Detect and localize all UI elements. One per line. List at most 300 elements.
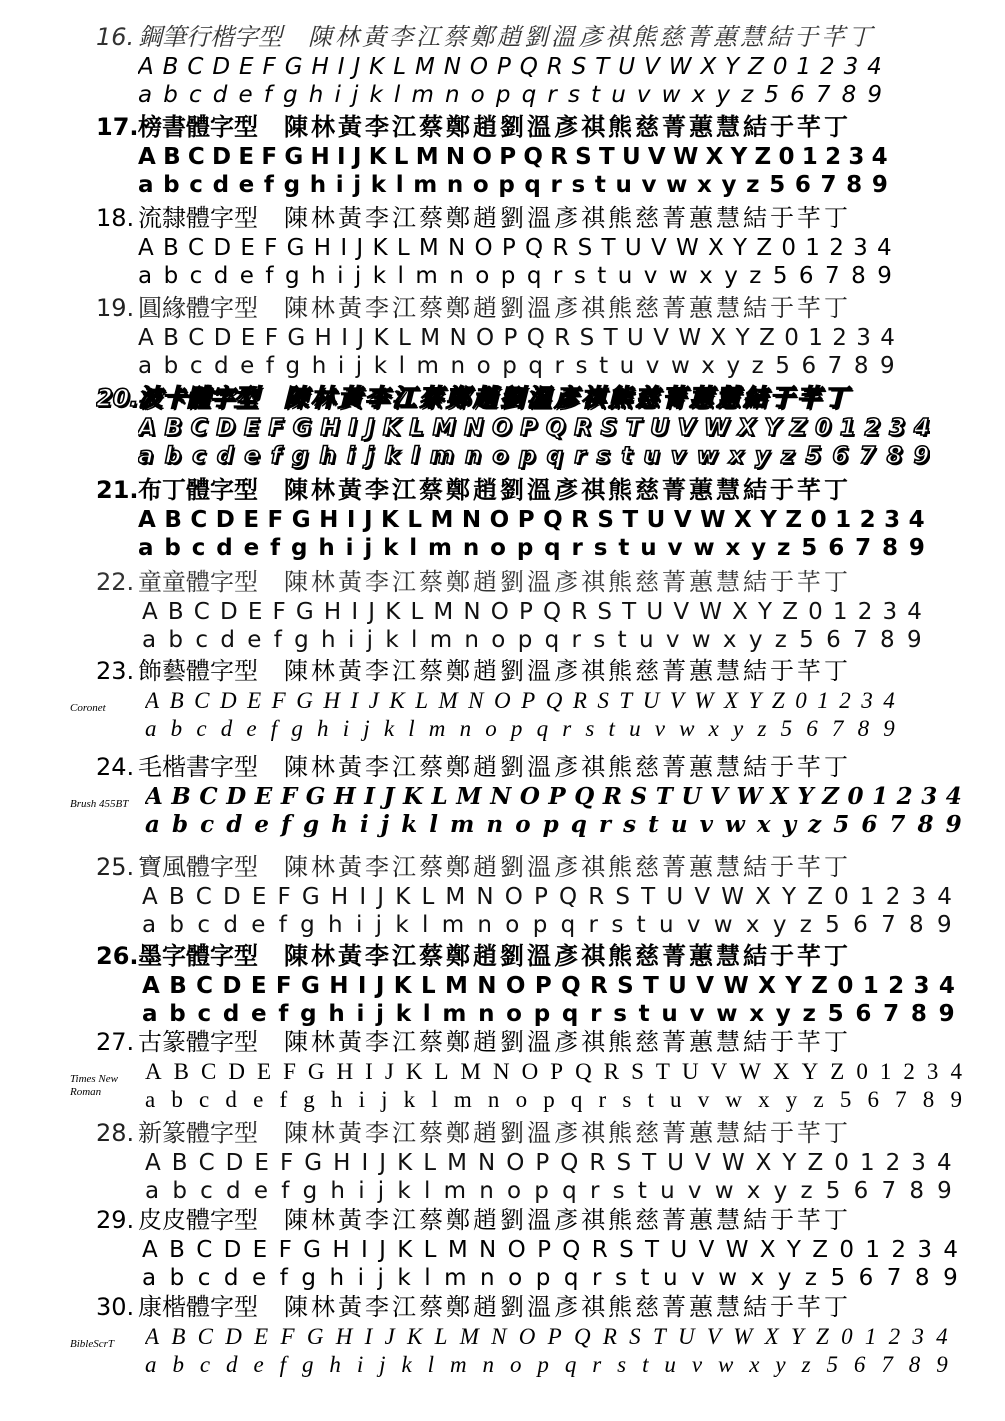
glyph-sample: J	[375, 973, 385, 999]
glyph-sample: k	[403, 1087, 416, 1112]
glyph-sample: 3	[921, 783, 938, 810]
glyph-sample: 1	[862, 973, 879, 999]
glyph-sample: b	[163, 263, 179, 289]
glyph-sample: y	[782, 811, 797, 838]
glyph-sample: i	[356, 1001, 365, 1027]
glyph-sample: J	[363, 507, 373, 533]
glyph-sample: o	[508, 1265, 523, 1291]
glyph-sample: o	[509, 1352, 522, 1377]
glyph-sample: B	[164, 415, 183, 441]
glyph-sample: A	[138, 144, 156, 170]
glyph-sample: b	[164, 535, 181, 561]
glyph-sample: Q	[543, 507, 563, 533]
glyph-sample: X	[734, 507, 752, 533]
glyph-sample: K	[372, 235, 388, 261]
glyph-sample: G	[296, 688, 313, 713]
glyph-sample: D	[212, 144, 232, 170]
glyph-sample: G	[301, 973, 320, 999]
glyph-sample: b	[171, 811, 189, 838]
glyph-sample: p	[517, 627, 533, 653]
font-entry	[0, 656, 1005, 748]
glyph-sample: h	[309, 172, 327, 198]
glyph-sample: L	[415, 688, 428, 713]
glyph-sample: n	[479, 1178, 494, 1204]
glyph-sample: E	[247, 599, 263, 625]
glyph-sample: U	[670, 1237, 688, 1263]
glyph-sample: 7	[895, 1087, 907, 1112]
glyph-sample: W	[694, 688, 714, 713]
glyph-sample: e	[253, 1352, 264, 1377]
glyph-sample: e	[246, 716, 257, 741]
glyph-sample: g	[290, 535, 308, 561]
glyph-sample: U	[668, 973, 687, 999]
glyph-sample: 1	[864, 1324, 877, 1349]
glyph-sample: B	[169, 973, 187, 999]
glyph-sample: A	[138, 415, 156, 441]
glyph-sample: e	[238, 172, 255, 198]
glyph-sample: C	[187, 144, 205, 170]
glyph-sample: H	[335, 1324, 353, 1349]
sample-characters: 陳林黃李江蔡鄭趙劉溫彥祺熊慈菁蕙慧結于芊丁	[284, 113, 851, 141]
glyph-sample: k	[373, 353, 388, 379]
glyph-sample: D	[213, 325, 232, 351]
glyph-sample: v	[641, 172, 657, 198]
glyph-sample: A	[138, 235, 154, 261]
glyph-sample: M	[420, 325, 441, 351]
glyph-sample: C	[195, 884, 212, 910]
glyph-sample: 5	[769, 172, 786, 198]
glyph-sample: W	[733, 1324, 753, 1349]
glyph-sample: 6	[858, 1265, 874, 1291]
glyph-sample: i	[345, 535, 354, 561]
sample-characters: 陳林黃李江蔡鄭趙劉溫彥祺熊慈菁蕙慧結于芊丁	[284, 1119, 851, 1147]
glyph-sample: C	[198, 1150, 215, 1176]
glyph-sample: k	[395, 912, 409, 938]
glyph-sample: H	[323, 599, 342, 625]
glyph-sample: j	[376, 1001, 384, 1027]
glyph-sample: E	[243, 507, 260, 533]
glyph-sample: w	[693, 535, 715, 561]
glyph-sample: R	[572, 688, 587, 713]
glyph-sample: 0	[841, 1324, 853, 1349]
glyph-sample: K	[382, 415, 401, 441]
sample-characters: 陳林黃李江蔡鄭趙劉溫彥祺熊慈菁蕙慧結于芊丁	[284, 853, 851, 881]
glyph-sample: L	[434, 1059, 449, 1084]
font-entry-title	[96, 1118, 996, 1148]
glyph-sample: X	[759, 1237, 776, 1263]
glyph-sample: A	[145, 1059, 162, 1084]
glyph-sample: I	[337, 144, 346, 170]
glyph-sample: a	[145, 1352, 157, 1377]
glyph-sample: a	[145, 716, 157, 741]
sample-characters: 陳林黃李江蔡鄭趙劉溫彥祺熊慈菁蕙慧結于芊丁	[308, 23, 875, 51]
glyph-sample: Z	[756, 235, 773, 261]
glyph-sample: P	[519, 599, 533, 625]
glyph-sample: O	[518, 1324, 536, 1349]
glyph-sample: 1	[817, 688, 829, 713]
glyph-sample: w	[666, 172, 688, 198]
sample-characters: 陳林黃李江蔡鄭趙劉溫彥祺熊慈菁蕙慧結于芊丁	[284, 753, 851, 781]
glyph-sample: w	[717, 1352, 734, 1377]
glyph-sample: X	[770, 783, 789, 810]
glyph-sample: J	[384, 1324, 395, 1349]
glyph-sample: 2	[896, 783, 913, 810]
glyph-sample: W	[668, 54, 692, 80]
glyph-sample: i	[335, 172, 344, 198]
glyph-sample: W	[736, 783, 763, 810]
glyph-sample: 6	[853, 1352, 866, 1377]
glyph-sample: 3	[889, 415, 906, 441]
glyph-sample: n	[449, 263, 464, 289]
glyph-sample: m	[453, 1087, 472, 1112]
glyph-sample: q	[528, 353, 543, 379]
font-entry-title	[96, 941, 996, 971]
glyph-sample: 2	[903, 1059, 915, 1084]
glyph-sample: o	[505, 912, 520, 938]
glyph-sample: L	[398, 325, 411, 351]
glyph-sample: g	[294, 627, 309, 653]
font-entry	[0, 383, 1005, 475]
glyph-sample: x	[725, 535, 741, 561]
glyph-sample: c	[200, 1178, 213, 1204]
glyph-sample: x	[691, 82, 706, 108]
glyph-sample: t	[642, 1352, 649, 1377]
glyph-sample: D	[222, 973, 242, 999]
glyph-sample: 9	[936, 912, 952, 938]
glyph-sample: a	[142, 1265, 157, 1291]
glyph-sample: F	[280, 1150, 294, 1176]
glyph-sample: F	[264, 235, 278, 261]
glyph-sample: Y	[758, 599, 773, 625]
glyph-sample: O	[507, 1237, 526, 1263]
glyph-sample: B	[168, 884, 185, 910]
glyph-sample: N	[491, 1324, 507, 1349]
glyph-sample: f	[279, 1265, 288, 1291]
glyph-sample: 8	[917, 811, 934, 838]
glyph-sample: S	[619, 1237, 634, 1263]
glyph-sample: u	[643, 443, 660, 469]
glyph-sample: J	[383, 783, 395, 810]
glyph-sample: L	[396, 235, 410, 261]
glyph-sample: F	[277, 884, 291, 910]
glyph-sample: v	[686, 912, 701, 938]
glyph-sample: U	[678, 1324, 695, 1349]
glyph-sample: V	[673, 507, 692, 533]
glyph-sample: n	[487, 1087, 500, 1112]
sample-characters: 陳林黃李江蔡鄭趙劉溫彥祺熊慈菁蕙慧結于芊丁	[284, 294, 851, 322]
glyph-sample: P	[534, 973, 552, 999]
glyph-sample: q	[561, 1001, 579, 1027]
glyph-sample: I	[360, 1237, 368, 1263]
glyph-sample: S	[597, 688, 609, 713]
glyph-sample: f	[279, 1087, 288, 1112]
glyph-sample: D	[212, 54, 231, 80]
glyph-sample: w	[725, 1087, 742, 1112]
glyph-sample: l	[409, 535, 418, 561]
glyph-sample: D	[213, 235, 232, 261]
glyph-sample: t	[591, 82, 601, 108]
glyph-sample: V	[653, 325, 669, 351]
glyph-sample: N	[464, 415, 484, 441]
glyph-sample: Z	[811, 973, 828, 999]
glyph-sample: n	[446, 172, 464, 198]
glyph-sample: J	[368, 599, 376, 625]
glyph-sample: k	[370, 172, 387, 198]
glyph-sample: r	[574, 443, 586, 469]
glyph-sample: v	[654, 716, 665, 741]
font-entry	[0, 1118, 1005, 1210]
glyph-sample: I	[337, 54, 345, 80]
font-entry	[0, 1292, 1005, 1384]
glyph-sample: R	[589, 1150, 606, 1176]
glyph-sample: p	[519, 443, 536, 469]
glyph-sample: o	[491, 627, 506, 653]
glyph-sample: O	[521, 1059, 539, 1084]
glyph-sample: H	[329, 973, 349, 999]
glyph-sample: W	[699, 599, 722, 625]
glyph-sample: o	[485, 716, 497, 741]
glyph-sample: v	[636, 82, 651, 108]
glyph-sample: S	[630, 783, 648, 810]
glyph-sample: u	[663, 1265, 678, 1291]
glyph-sample: f	[273, 627, 282, 653]
glyph-sample: E	[240, 325, 256, 351]
glyph-sample: x	[758, 1087, 770, 1112]
glyph-sample: v	[689, 1001, 705, 1027]
glyph-sample: O	[490, 599, 509, 625]
glyph-sample: V	[694, 884, 711, 910]
glyph-sample: s	[573, 263, 586, 289]
glyph-sample: Y	[785, 973, 802, 999]
glyph-sample: v	[670, 443, 686, 469]
glyph-sample: C	[197, 1324, 213, 1349]
glyph-sample: p	[542, 811, 559, 838]
font-number: 17.	[96, 113, 139, 141]
glyph-sample: 3	[848, 144, 865, 170]
glyph-sample: E	[254, 783, 273, 810]
glyph-sample: b	[170, 716, 183, 741]
glyph-sample: s	[617, 1352, 627, 1377]
glyph-sample: 6	[832, 443, 849, 469]
glyph-sample: w	[668, 263, 688, 289]
glyph-sample: e	[238, 82, 253, 108]
glyph-sample: A	[145, 783, 163, 810]
glyph-sample: Y	[748, 688, 762, 713]
glyph-sample: W	[703, 415, 730, 441]
glyph-sample: J	[365, 415, 375, 441]
glyph-sample: J	[377, 884, 385, 910]
glyph-sample: v	[645, 353, 660, 379]
glyph-sample: 5	[764, 82, 779, 108]
glyph-sample: c	[197, 1001, 212, 1027]
glyph-sample: c	[191, 535, 206, 561]
font-name: 鋼筆行楷字型	[138, 23, 282, 51]
glyph-sample: m	[429, 443, 454, 469]
glyph-sample: b	[169, 912, 185, 938]
glyph-sample: 6	[861, 811, 878, 838]
glyph-sample: L	[393, 54, 407, 80]
glyph-sample: U	[627, 325, 644, 351]
glyph-sample: t	[594, 172, 606, 198]
glyph-sample: t	[647, 1087, 654, 1112]
glyph-sample: K	[397, 1150, 413, 1176]
glyph-sample: 9	[913, 443, 930, 469]
glyph-sample: 4	[936, 1324, 948, 1349]
glyph-sample: 2	[829, 235, 844, 261]
glyph-sample: u	[661, 1001, 678, 1027]
glyph-sample: 9	[908, 535, 925, 561]
glyph-sample: M	[415, 144, 439, 170]
glyph-sample: J	[352, 144, 362, 170]
glyph-sample: S	[597, 599, 613, 625]
glyph-sample: E	[254, 1324, 269, 1349]
glyph-sample: j	[377, 1265, 384, 1291]
glyph-sample: T	[655, 1059, 670, 1084]
glyph-sample: Z	[754, 144, 772, 170]
lowercase-sample-row	[142, 626, 922, 654]
glyph-sample: k	[385, 627, 399, 653]
glyph-sample: r	[598, 1087, 607, 1112]
glyph-sample: j	[366, 627, 374, 653]
glyph-sample: r	[592, 1352, 602, 1377]
glyph-sample: 3	[911, 884, 927, 910]
uppercase-sample-row	[145, 1149, 952, 1177]
glyph-sample: Z	[830, 1059, 845, 1084]
glyph-sample: K	[397, 1237, 413, 1263]
glyph-sample: d	[212, 82, 228, 108]
glyph-sample: F	[278, 1237, 292, 1263]
glyph-sample: 8	[880, 627, 895, 653]
glyph-sample: h	[311, 263, 326, 289]
glyph-sample: i	[342, 716, 350, 741]
font-entry	[0, 203, 1005, 295]
sample-characters: 陳林黃李江蔡鄭趙劉溫彥祺熊慈菁蕙慧結于芊丁	[284, 1028, 851, 1056]
glyph-sample: R	[588, 884, 605, 910]
glyph-sample: x	[729, 443, 744, 469]
glyph-sample: J	[356, 235, 364, 261]
glyph-sample: B	[171, 1324, 186, 1349]
uppercase-sample-row	[138, 53, 882, 81]
glyph-sample: A	[142, 599, 158, 625]
glyph-sample: 2	[885, 884, 901, 910]
glyph-sample: e	[239, 263, 254, 289]
glyph-sample: q	[546, 443, 564, 469]
font-number: 27.	[96, 1028, 135, 1056]
glyph-sample: m	[429, 627, 453, 653]
glyph-sample: 0	[781, 235, 797, 261]
glyph-sample: o	[472, 172, 489, 198]
glyph-sample: u	[640, 535, 657, 561]
glyph-sample: K	[402, 783, 423, 810]
glyph-sample: o	[470, 82, 485, 108]
glyph-sample: K	[389, 688, 405, 713]
glyph-sample: T	[643, 973, 659, 999]
glyph-sample: 1	[839, 415, 856, 441]
glyph-sample: y	[773, 1178, 788, 1204]
glyph-sample: I	[350, 688, 359, 713]
glyph-sample: v	[667, 535, 683, 561]
glyph-sample: v	[687, 1178, 702, 1204]
glyph-sample: s	[567, 82, 580, 108]
glyph-sample: d	[212, 172, 230, 198]
glyph-sample: w	[716, 1001, 738, 1027]
glyph-sample: f	[270, 535, 281, 561]
glyph-sample: r	[598, 811, 612, 838]
glyph-sample: J	[379, 1150, 387, 1176]
glyph-sample: 6	[867, 1087, 879, 1112]
glyph-sample: L	[431, 783, 448, 810]
glyph-sample: f	[281, 811, 291, 838]
glyph-sample: e	[254, 811, 269, 838]
glyph-sample: l	[429, 811, 438, 838]
glyph-sample: h	[329, 1352, 341, 1377]
glyph-sample: Y	[797, 783, 814, 810]
glyph-sample: r	[547, 82, 557, 108]
glyph-sample: 8	[909, 912, 924, 938]
glyph-sample: U	[646, 507, 666, 533]
glyph-sample: Y	[725, 54, 740, 80]
glyph-sample: 4	[945, 783, 962, 810]
glyph-sample: z	[751, 353, 764, 379]
glyph-sample: o	[506, 1001, 522, 1027]
uppercase-sample-row	[142, 972, 955, 1000]
glyph-sample: i	[334, 82, 341, 108]
glyph-sample: 0	[772, 54, 788, 80]
glyph-sample: O	[474, 235, 493, 261]
glyph-sample: Z	[807, 884, 823, 910]
glyph-sample: n	[462, 535, 480, 561]
glyph-sample: z	[749, 263, 762, 289]
glyph-sample: S	[600, 415, 618, 441]
glyph-sample: E	[252, 1237, 268, 1263]
glyph-sample: j	[355, 353, 363, 379]
glyph-sample: 4	[907, 599, 922, 625]
glyph-sample: Q	[575, 1059, 592, 1084]
glyph-sample: G	[303, 1237, 321, 1263]
glyph-sample: B	[163, 325, 179, 351]
glyph-sample: R	[591, 1237, 608, 1263]
uppercase-sample-row	[138, 234, 892, 262]
glyph-sample: K	[405, 1059, 423, 1084]
glyph-sample: M	[447, 1150, 467, 1176]
glyph-sample: p	[532, 912, 548, 938]
glyph-sample: z	[774, 627, 787, 653]
glyph-sample: 7	[881, 1178, 897, 1204]
glyph-sample: E	[244, 415, 260, 441]
glyph-sample: m	[444, 1265, 467, 1291]
glyph-sample: F	[280, 1324, 295, 1349]
glyph-sample: A	[138, 325, 154, 351]
glyph-sample: m	[441, 912, 465, 938]
glyph-sample: U	[666, 884, 684, 910]
glyph-sample: s	[614, 1265, 627, 1291]
sample-characters: 陳林黃李江蔡鄭趙劉溫彥祺熊慈菁蕙慧結于芊丁	[284, 942, 851, 970]
glyph-sample: c	[192, 443, 206, 469]
glyph-sample: T	[642, 1150, 657, 1176]
font-number: 24.	[96, 753, 135, 781]
glyph-sample: b	[169, 1265, 185, 1291]
glyph-sample: I	[359, 884, 367, 910]
glyph-sample: P	[520, 415, 538, 441]
latin-font-label: Brush 455BT	[70, 798, 129, 810]
glyph-sample: a	[138, 353, 153, 379]
glyph-sample: H	[319, 507, 339, 533]
glyph-sample: 3	[884, 507, 901, 533]
glyph-sample: X	[700, 54, 717, 80]
glyph-sample: 6	[853, 912, 868, 938]
glyph-sample: b	[164, 443, 182, 469]
glyph-sample: g	[285, 353, 301, 379]
